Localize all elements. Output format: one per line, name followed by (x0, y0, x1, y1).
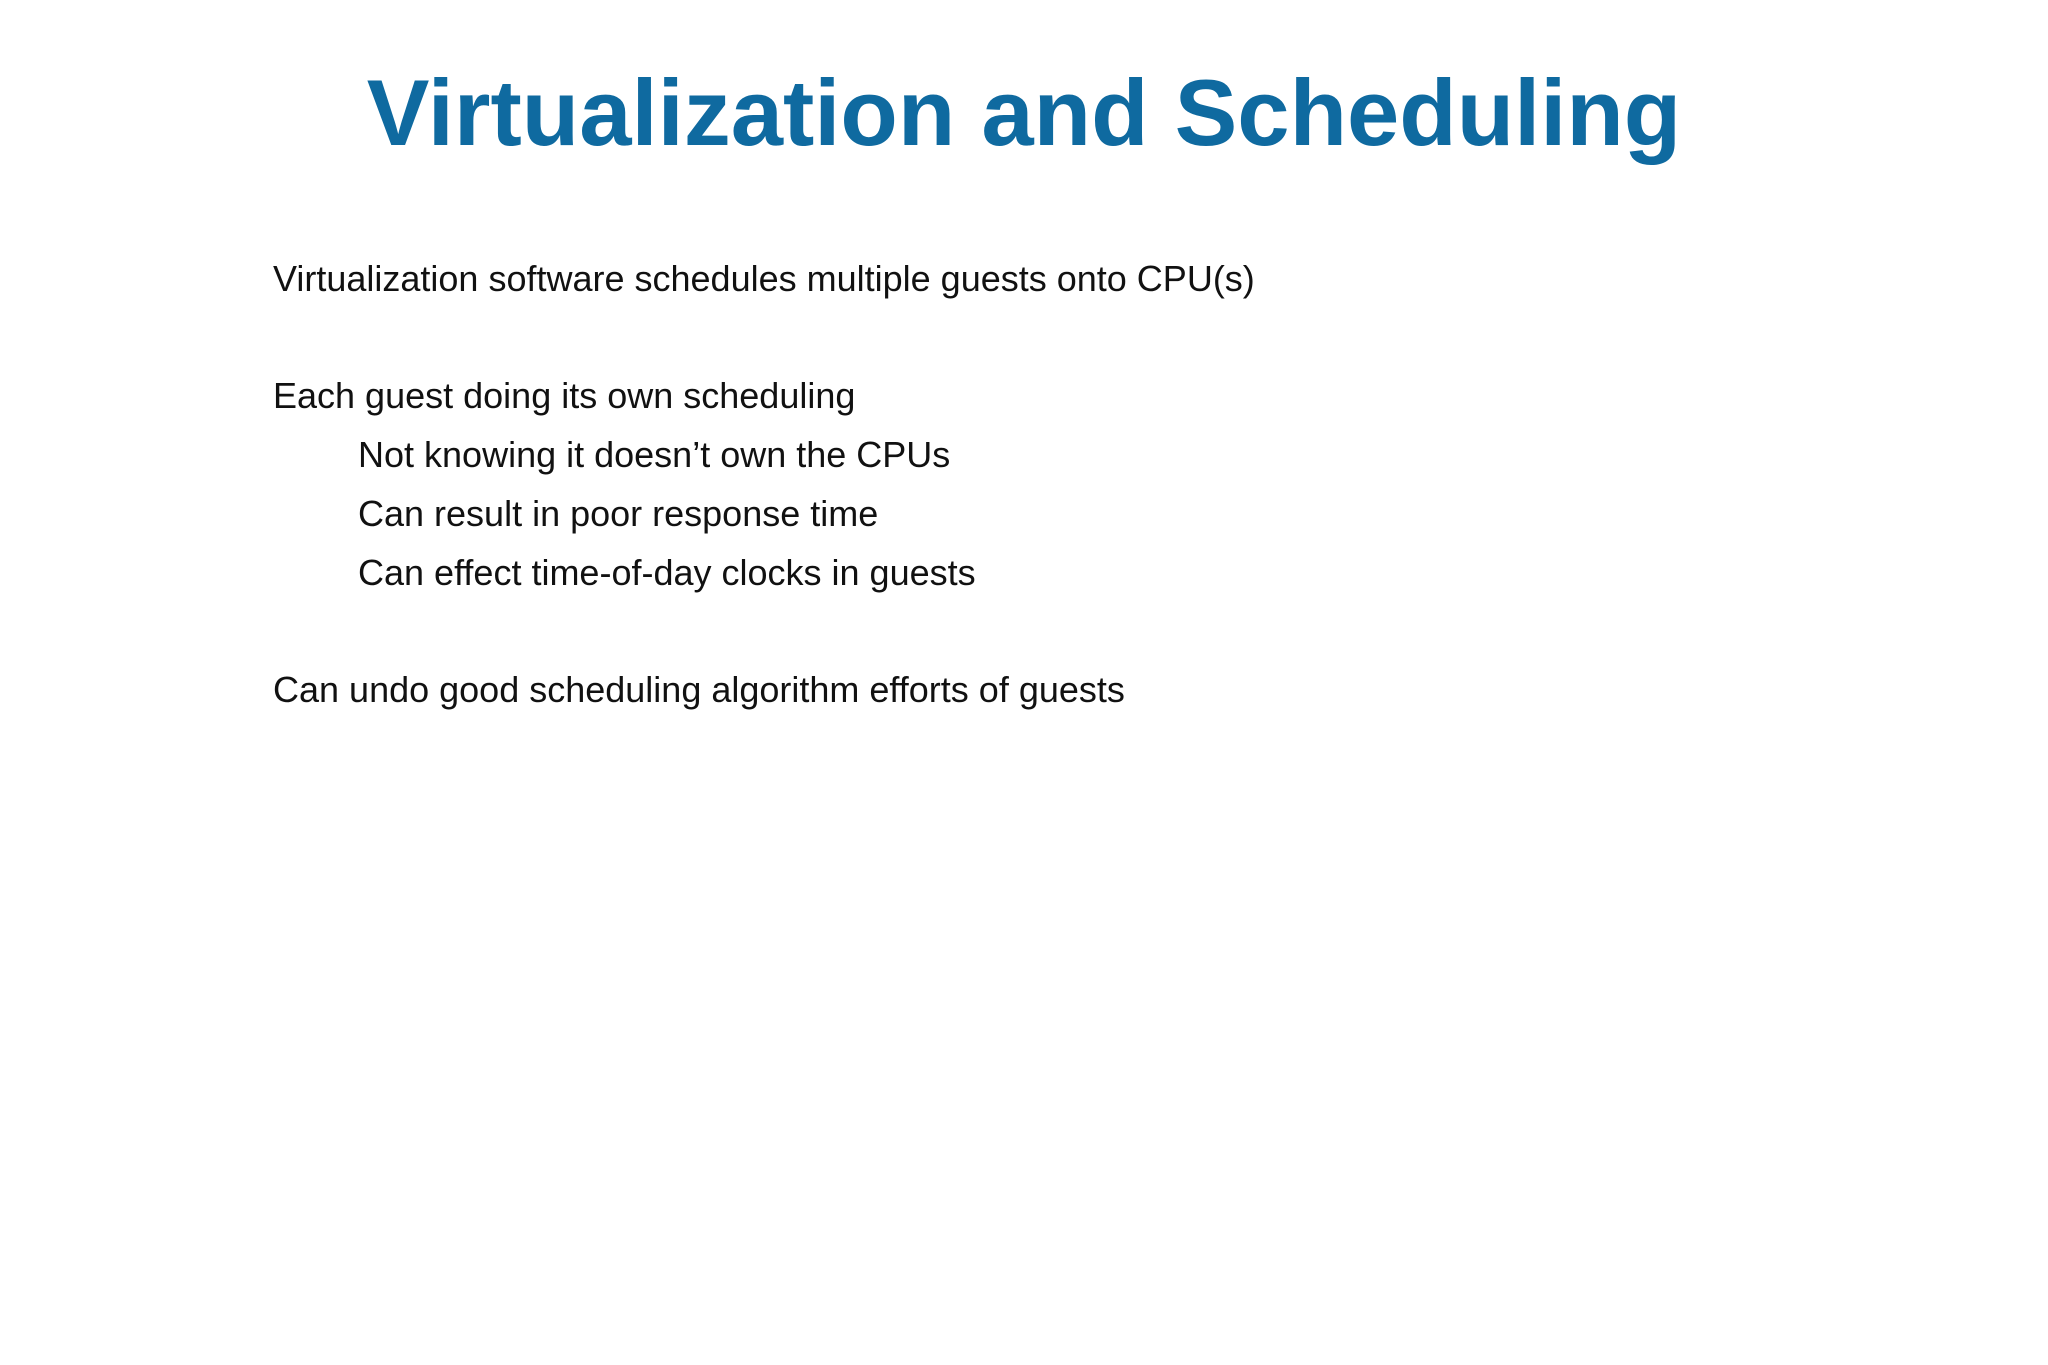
sub-bullet-poor-response-time: Can result in poor response time (358, 493, 879, 534)
bullet-point-guest-scheduling: Each guest doing its own scheduling (273, 375, 856, 416)
sub-bullet-not-owning-cpus: Not knowing it doesn’t own the CPUs (358, 434, 951, 475)
bullet-point-virtualization-schedules: Virtualization software schedules multiple guests onto CPU(s) (273, 258, 1255, 299)
sub-bullet-time-of-day-clocks: Can effect time-of-day clocks in guests (358, 552, 976, 593)
bullet-point-undo-scheduling: Can undo good scheduling algorithm efforts of guests (273, 669, 1125, 710)
slide-title: Virtualization and Scheduling (366, 60, 1682, 165)
